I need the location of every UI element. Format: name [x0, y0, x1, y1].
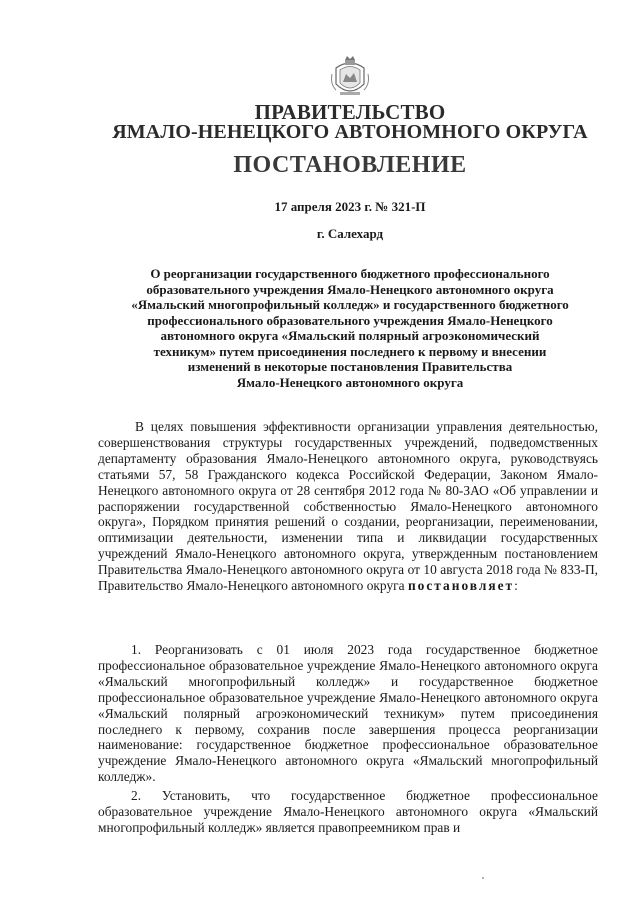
item-paragraph-1: 1. Реорганизовать с 01 июля 2023 года государственное бюджетное профессиональное образовательное учреждение Ямало-Ненецкого автономного округа «Ямальский многопрофильный колледж» и государственное бюджетное профессиональное образовательное учреждение Ямало-Ненецкого автономного округа «Ямальский полярный агроэкономический техникум» путем присоединения последнего к первому, сохранив после завершения процесса реорганизации наименование: государственное бюджетное профессиональное образовательное учреждение Ямало-Ненецкого автономного округа «Ямальский многопрофильный колледж». — [98, 642, 598, 785]
government-name-line1: ПРАВИТЕЛЬСТВО — [254, 100, 446, 124]
preamble-colon: : — [514, 578, 518, 594]
document-date-number: 17 апреля 2023 г. № 321-П — [274, 199, 426, 214]
subject-line: техникум» путем присоединения последнего к первому и внесении — [153, 343, 547, 359]
subject-line: профессионального образовательного учреждения Ямало-Ненецкого — [147, 312, 553, 328]
government-name-line2: ЯМАЛО-НЕНЕЦКОГО АВТОНОМНОГО ОКРУГА — [112, 121, 588, 143]
subject-line: О реорганизации государственного бюджетного профессионального — [150, 266, 550, 281]
document-type-title: ПОСТАНОВЛЕНИЕ — [233, 152, 467, 178]
resolution-verb: постановляет — [407, 578, 515, 594]
emblem-icon — [328, 54, 372, 100]
preamble-paragraph — [98, 419, 598, 594]
subject-line: образовательного учреждения Ямало-Ненецкого автономного округа — [146, 281, 554, 297]
scan-dot — [482, 877, 484, 879]
document-subject — [105, 266, 595, 390]
subject-line: автономного округа «Ямальский полярный агроэкономический — [160, 328, 540, 343]
subject-line: Ямало-Ненецкого автономного округа — [236, 374, 464, 390]
subject-line: «Ямальский многопрофильный колледж» и государственного бюджетного — [131, 297, 569, 312]
subject-line: изменений в некоторые постановления Правительства — [187, 359, 513, 374]
document-city: г. Салехард — [316, 226, 384, 241]
item-paragraph-2: 2. Установить, что государственное бюджетное профессиональное образовательное учреждение Ямало-Ненецкого автономного округа «Ямальский многопрофильный колледж» является правопреемником прав и — [98, 788, 598, 835]
preamble-text: В целях повышения эффективности организации управления деятельностью, совершенствования структуры государственных учреждений, подведомственных департаменту образования Ямало-Ненецкого автономного округа, руководствуясь статьями 57, 58 Гражданского кодекса Российской Федерации, Законом Ямало-Ненецкого автономного округа от 28 сентября 2012 года № 80-ЗАО «Об управлении и распоряжении государственной собственностью Ямало-Ненецкого автономного округа», Порядком принятия решений о создании, реорганизации, переименовании, оптимизации деятельности, изменении типа и ликвидации государственных учреждений Ямало-Ненецкого автономного округа, утвержденным постановлением Правительства Ямало-Ненецкого автономного округа от 10 августа 2018 года № 833-П, Правительство Ямало-Ненецкого автономного округа — [98, 419, 598, 594]
